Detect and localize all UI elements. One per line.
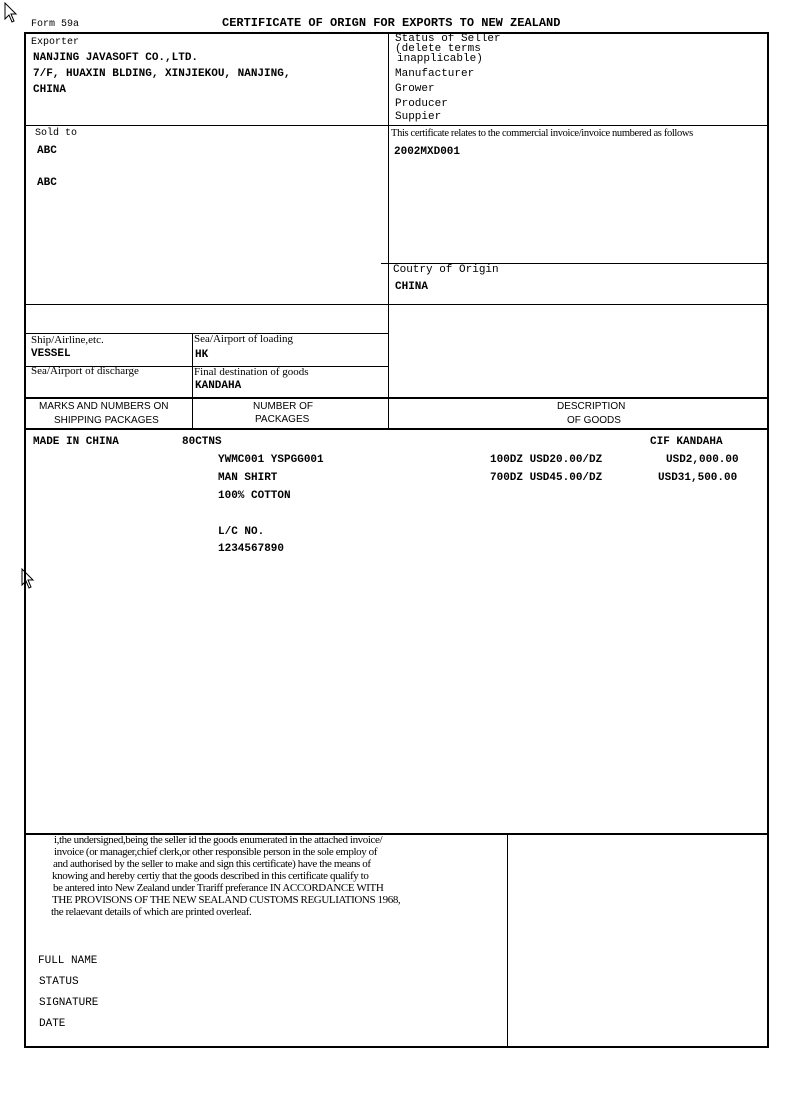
item-description: MAN SHIRT [218, 472, 278, 484]
divider-exporter-bottom [24, 125, 769, 126]
line-item-amount: USD2,000.00 [666, 454, 739, 466]
declaration-text: and authorised by the seller to make and sign this certificate) have the means of [53, 858, 371, 870]
divider-transport-mid [192, 333, 193, 430]
divider-soldto-bottom [24, 304, 769, 305]
ship-value: VESSEL [31, 348, 71, 360]
declaration-text: THE PROVISONS OF THE NEW SEALAND CUSTOMS REGULIATIONS 1968, [52, 894, 401, 906]
frame-right [767, 32, 769, 1048]
packages-column-header: NUMBER OF [253, 401, 313, 412]
divider-columns-bottom [24, 428, 769, 430]
seller-status-note: inapplicable) [397, 53, 483, 65]
sold-to-label: Sold to [35, 128, 78, 139]
lc-label: L/C NO. [218, 526, 265, 538]
ship-label: Ship/Airline,etc. [31, 334, 104, 346]
divider-declaration-vertical [507, 833, 508, 1048]
line-item-amount: USD31,500.00 [658, 472, 738, 484]
signature-field: SIGNATURE [39, 997, 99, 1009]
lc-number: 1234567890 [218, 543, 285, 555]
seller-option-producer: Producer [395, 98, 448, 110]
sold-to-line2: ABC [37, 177, 57, 189]
declaration-text: i,the undersigned,being the seller id the goods enumerated in the attached invoice/ [54, 834, 383, 846]
declaration-text: be antered into New Zealand under Trariff preferance IN ACCORDANCE WITH [53, 882, 384, 894]
status-field: STATUS [39, 976, 79, 988]
mouse-pointer-icon [4, 2, 18, 24]
item-material: 100% COTTON [218, 490, 291, 502]
divider-columns-top [24, 397, 769, 399]
seller-option-supplier: Suppier [395, 111, 442, 123]
shipping-marks: MADE IN CHINA [33, 436, 119, 448]
origin-value: CHINA [395, 281, 429, 293]
exporter-address-line2: CHINA [33, 84, 67, 96]
frame-bottom [24, 1046, 769, 1048]
declaration-text: the relaevant details of which are printed overleaf. [51, 906, 252, 918]
description-column-header: DESCRIPTION [557, 401, 626, 412]
divider-upper-vertical [388, 32, 389, 430]
frame-left [24, 32, 26, 1048]
exporter-label: Exporter [31, 37, 80, 48]
exporter-name: NANJING JAVASOFT CO.,LTD. [33, 52, 199, 64]
marks-column-header: MARKS AND NUMBERS ON [39, 401, 169, 412]
line-item-qty-price: 100DZ USD20.00/DZ [490, 454, 603, 466]
sold-to-line1: ABC [37, 145, 57, 157]
exporter-address-line1: 7/F, HUAXIN BLDING, XINJIEKOU, NANJING, [33, 68, 291, 80]
seller-status-label: Status of Seller [395, 33, 501, 45]
date-field: DATE [39, 1018, 66, 1030]
seller-status-note: (delete terms [395, 43, 481, 55]
full-name-field: FULL NAME [38, 955, 98, 967]
style-codes: YWMC001 YSPGG001 [218, 454, 324, 466]
seller-option-manufacturer: Manufacturer [395, 68, 475, 80]
loading-port-label: Sea/Airport of loading [194, 333, 293, 345]
destination-value: KANDAHA [195, 380, 242, 392]
origin-label: Coutry of Origin [393, 264, 499, 276]
declaration-text: knowing and hereby certiy that the goods described in this certificate qualify to [52, 870, 369, 882]
declaration-text: invoice (or manager,chief clerk,or other responsible person in the sole employ of [54, 846, 378, 858]
invoice-label: This certificate relates to the commercial invoice/invoice numbered as follows [391, 128, 693, 139]
seller-option-grower: Grower [395, 83, 435, 95]
packages-column-header: PACKAGES [255, 414, 310, 425]
trade-terms: CIF KANDAHA [650, 436, 723, 448]
invoice-number: 2002MXD001 [394, 146, 461, 158]
loading-port-value: HK [195, 349, 209, 361]
description-column-header: OF GOODS [567, 415, 621, 426]
document-title: CERTIFICATE OF ORIGN FOR EXPORTS TO NEW ZEALAND [222, 16, 561, 30]
line-item-qty-price: 700DZ USD45.00/DZ [490, 472, 603, 484]
marks-column-header: SHIPPING PACKAGES [54, 415, 159, 426]
form-number: Form 59a [31, 19, 80, 30]
destination-label: Final destination of goods [194, 366, 309, 378]
discharge-port-label: Sea/Airport of discharge [31, 365, 139, 377]
package-count: 80CTNS [182, 436, 222, 448]
